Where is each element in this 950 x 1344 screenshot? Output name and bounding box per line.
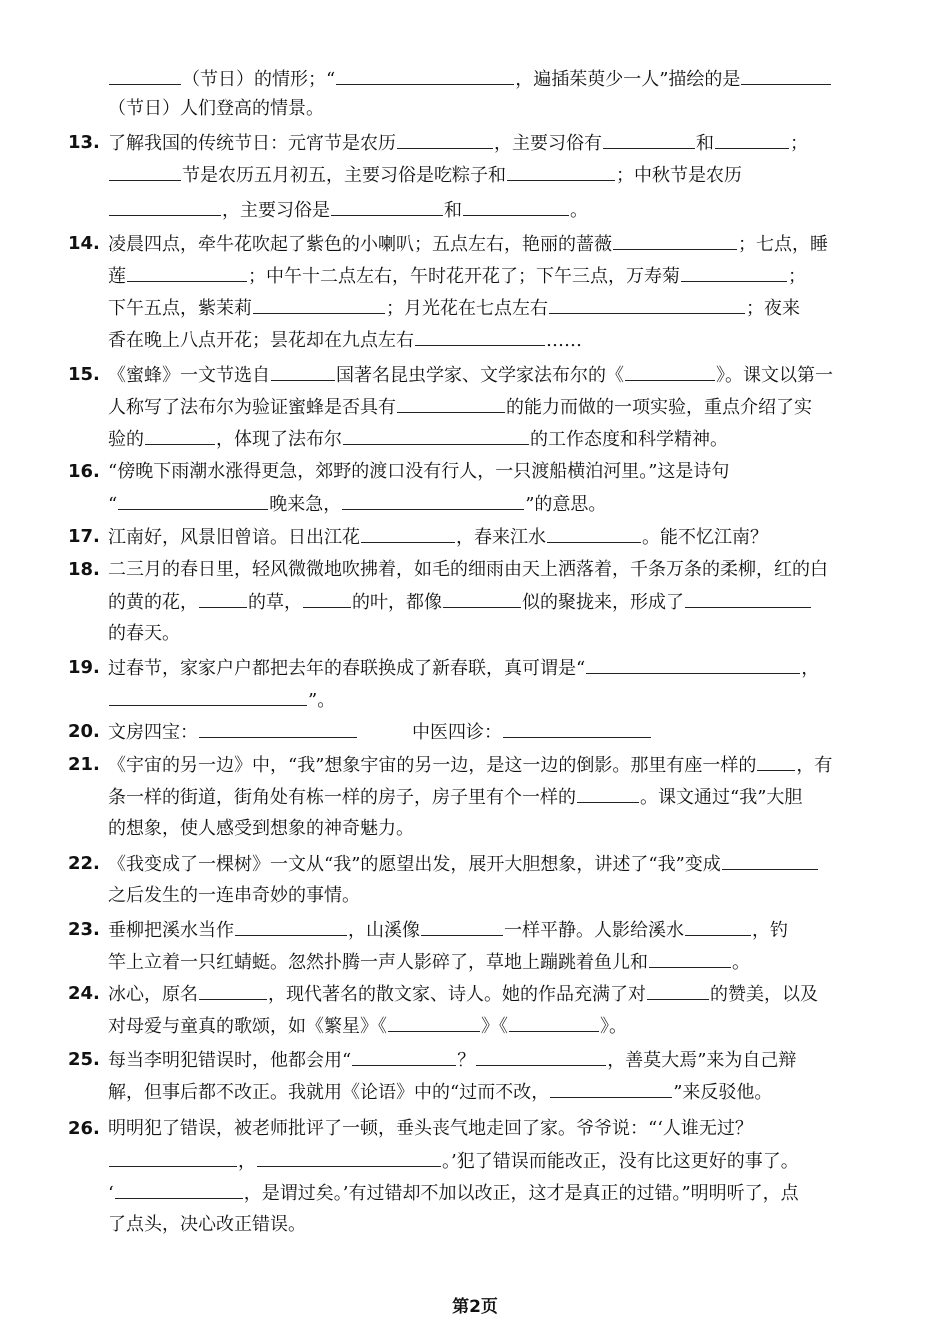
question-text: 》。 xyxy=(600,1016,627,1037)
answer-blank[interactable] xyxy=(235,917,347,936)
answer-blank[interactable] xyxy=(647,981,709,1000)
question-text-line xyxy=(108,1047,848,1073)
question-text: 香在晚上八点开花；昙花却在九点左右 xyxy=(108,330,414,351)
question-text: ；中午十二点左右，午时花开花了；下午三点，万寿菊 xyxy=(248,266,680,287)
question-text-line xyxy=(108,981,848,1007)
answer-blank[interactable] xyxy=(586,655,800,674)
question-text: ；七点，睡 xyxy=(738,234,828,255)
question-text: ，有 xyxy=(796,755,833,776)
answer-blank[interactable] xyxy=(613,231,737,250)
question-text: ？ xyxy=(457,1050,476,1071)
question-text: ，主要习俗是 xyxy=(222,200,330,221)
question-text: ，山溪像 xyxy=(348,920,420,941)
question-text: ；中秋节是农历 xyxy=(616,165,742,186)
question-text: 《蜜蜂》一文节选自 xyxy=(108,365,270,386)
question-text: ，春来江水 xyxy=(456,527,546,548)
question-number: 14. xyxy=(68,233,100,254)
question-text-line xyxy=(108,589,848,615)
question-text: 《我变成了一棵树》一文从“我”的愿望出发，展开大胆想象，讲述了“我”变成 xyxy=(108,854,721,875)
answer-blank[interactable] xyxy=(145,426,215,445)
question-number: 20. xyxy=(68,721,100,742)
question-text-line xyxy=(108,524,848,550)
answer-blank[interactable] xyxy=(757,752,795,771)
answer-blank[interactable] xyxy=(342,491,524,510)
question-number: 18. xyxy=(68,559,100,580)
answer-blank[interactable] xyxy=(397,130,493,149)
question-text: 了解我国的传统节日：元宵节是农历 xyxy=(108,133,396,154)
question-text-line xyxy=(108,621,848,647)
question-text: 对母爱与童真的歌颂，如《繁星》《 xyxy=(108,1016,387,1037)
question-text-line xyxy=(108,1180,848,1206)
answer-blank[interactable] xyxy=(199,719,357,738)
answer-blank[interactable] xyxy=(547,524,641,543)
question-text: 冰心，原名 xyxy=(108,984,198,1005)
answer-blank[interactable] xyxy=(507,162,615,181)
question-text-line xyxy=(108,96,848,122)
question-text: 凌晨四点，牵牛花吹起了紫色的小喇叭；五点左右，艳丽的蔷薇 xyxy=(108,234,612,255)
question-text: ， xyxy=(801,658,820,679)
question-text: 一样平静。人影给溪水 xyxy=(504,920,684,941)
question-text: 的工作态度和科学精神。 xyxy=(530,429,728,450)
question-text-line xyxy=(108,816,848,842)
question-text: 竿上立着一只红蜻蜓。忽然扑腾一声人影碎了，草地上蹦跳着鱼儿和 xyxy=(108,952,648,973)
answer-blank[interactable] xyxy=(509,1013,599,1032)
question-text: （节日）人们登高的情景。 xyxy=(108,98,324,119)
question-number: 13. xyxy=(68,132,100,153)
question-text: ，善莫大焉”来为自己辩 xyxy=(607,1050,797,1071)
question-text-line xyxy=(108,1079,848,1105)
question-text-line xyxy=(108,851,848,877)
question-text: ； xyxy=(788,266,806,287)
question-number: 22. xyxy=(68,853,100,874)
answer-blank[interactable] xyxy=(476,1047,606,1066)
answer-blank[interactable] xyxy=(503,719,651,738)
question-text: ，体现了法布尔 xyxy=(216,429,342,450)
answer-blank[interactable] xyxy=(109,162,181,181)
question-text-line xyxy=(108,197,848,223)
question-text-line xyxy=(108,1212,848,1238)
question-text: 二三月的春日里，轻风微微地吹拂着，如毛的细雨由天上洒落着，千条万条的柔柳，红的白 xyxy=(108,559,828,580)
question-text: 过春节，家家户户都把去年的春联换成了新春联，真可谓是“ xyxy=(108,658,586,679)
answer-blank[interactable] xyxy=(421,917,503,936)
question-text: 。 xyxy=(732,952,750,973)
question-text-line xyxy=(108,66,848,92)
answer-blank[interactable] xyxy=(550,1079,672,1098)
question-text: ，主要习俗有 xyxy=(494,133,602,154)
answer-blank[interactable] xyxy=(109,687,307,706)
question-text: 了点头，决心改正错误。 xyxy=(108,1214,306,1235)
question-text: ；月光花在七点左右 xyxy=(386,298,548,319)
question-text: 条一样的街道，街角处有栋一样的房子，房子里有个一样的 xyxy=(108,787,576,808)
question-number: 19. xyxy=(68,657,100,678)
question-text: 江南好，风景旧曾谙。日出江花 xyxy=(108,527,360,548)
question-text: 的草， xyxy=(248,592,302,613)
question-number: 24. xyxy=(68,983,100,1004)
question-text-line xyxy=(108,130,848,156)
question-text-line xyxy=(108,394,848,420)
answer-blank[interactable] xyxy=(199,981,267,1000)
question-text-line xyxy=(108,687,848,713)
answer-blank[interactable] xyxy=(681,263,787,282)
question-text: 人称写了法布尔为验证蜜蜂是否具有 xyxy=(108,397,396,418)
question-text-line xyxy=(108,949,848,975)
question-text: ”。 xyxy=(308,690,336,711)
question-text-line xyxy=(108,784,848,810)
answer-blank[interactable] xyxy=(271,362,335,381)
question-text-line xyxy=(108,459,848,485)
question-text: 的春天。 xyxy=(108,623,180,644)
question-text: 》《 xyxy=(481,1016,508,1037)
question-text: 和 xyxy=(696,133,714,154)
question-text-line xyxy=(108,752,848,778)
question-text: 节是农历五月初五，主要习俗是吃粽子和 xyxy=(182,165,506,186)
question-text: 的赞美，以及 xyxy=(710,984,818,1005)
question-number: 21. xyxy=(68,754,100,775)
answer-blank[interactable] xyxy=(715,130,789,149)
answer-blank[interactable] xyxy=(685,589,811,608)
question-text-line xyxy=(108,263,848,289)
answer-blank[interactable] xyxy=(303,589,351,608)
question-text: ，遍插茱萸少一人”描绘的是 xyxy=(515,69,741,90)
question-text-line xyxy=(108,162,848,188)
answer-blank[interactable] xyxy=(331,197,443,216)
question-number: 26. xyxy=(68,1118,100,1139)
question-text: ‘ xyxy=(108,1183,114,1204)
answer-blank[interactable] xyxy=(388,1013,480,1032)
answer-blank[interactable] xyxy=(463,197,569,216)
answer-blank[interactable] xyxy=(352,1047,456,1066)
answer-blank[interactable] xyxy=(577,784,639,803)
question-text-line xyxy=(108,362,848,388)
question-text: 验的 xyxy=(108,429,144,450)
question-text: 的能力而做的一项实验，重点介绍了实 xyxy=(506,397,812,418)
answer-blank[interactable] xyxy=(649,949,731,968)
question-text: 中医四诊： xyxy=(358,722,502,743)
question-text: 似的聚拢来，形成了 xyxy=(522,592,684,613)
answer-blank[interactable] xyxy=(625,362,715,381)
question-text: 下午五点，紫茉莉 xyxy=(108,298,252,319)
question-text: 和 xyxy=(444,200,462,221)
question-text: ，钓 xyxy=(752,920,788,941)
answer-blank[interactable] xyxy=(257,1148,441,1167)
answer-blank[interactable] xyxy=(336,66,514,85)
question-text: 。’犯了错误而能改正，没有比这更好的事了。 xyxy=(442,1151,799,1172)
question-text: 。 xyxy=(570,200,588,221)
question-text-line xyxy=(108,1116,848,1142)
answer-blank[interactable] xyxy=(415,327,545,346)
question-text: ，是谓过矣。’有过错却不加以改正，这才是真正的过错。”明明听了，点 xyxy=(243,1183,799,1204)
question-text-line xyxy=(108,1148,848,1174)
question-text-line xyxy=(108,917,848,943)
question-text: “ xyxy=(108,494,118,515)
question-text: 莲 xyxy=(108,266,126,287)
question-text: 》。课文以第一 xyxy=(716,365,833,386)
question-text: 每当李明犯错误时，他都会用“ xyxy=(108,1050,352,1071)
question-text: 之后发生的一连串奇妙的事情。 xyxy=(108,885,360,906)
question-text: ”的意思。 xyxy=(525,494,607,515)
answer-blank[interactable] xyxy=(722,851,818,870)
question-text-line xyxy=(108,231,848,257)
question-text: ； xyxy=(790,133,808,154)
question-text: 。能不忆江南？ xyxy=(642,527,768,548)
question-text: 的想象，使人感受到想象的神奇魅力。 xyxy=(108,818,414,839)
question-text-line xyxy=(108,655,848,681)
answer-blank[interactable] xyxy=(109,66,181,85)
question-text: 垂柳把溪水当作 xyxy=(108,920,234,941)
answer-blank[interactable] xyxy=(118,491,268,510)
answer-blank[interactable] xyxy=(397,394,505,413)
answer-blank[interactable] xyxy=(685,917,751,936)
question-text: 的黄的花， xyxy=(108,592,198,613)
answer-blank[interactable] xyxy=(115,1180,243,1199)
question-text-line xyxy=(108,295,848,321)
question-number: 15. xyxy=(68,364,100,385)
question-text: ”来反驳他。 xyxy=(673,1082,773,1103)
question-text-line xyxy=(108,426,848,452)
question-text: 解，但事后都不改正。我就用《论语》中的“过而不改， xyxy=(108,1082,550,1103)
answer-blank[interactable] xyxy=(343,426,529,445)
question-text-line xyxy=(108,719,848,745)
question-text: “傍晚下雨潮水涨得更急，郊野的渡口没有行人，一只渡船横泊河里。”这是诗句 xyxy=(108,461,730,482)
question-text: 《宇宙的另一边》中，“我”想象宇宙的另一边，是这一边的倒影。那里有座一样的 xyxy=(108,755,757,776)
answer-blank[interactable] xyxy=(109,1148,237,1167)
question-text: （节日）的情形；“ xyxy=(182,69,336,90)
question-text-line xyxy=(108,491,848,517)
question-text: ， xyxy=(238,1151,256,1172)
question-text: ；夜来 xyxy=(746,298,800,319)
question-text: 。课文通过“我”大胆 xyxy=(640,787,803,808)
answer-blank[interactable] xyxy=(443,589,521,608)
question-number: 23. xyxy=(68,919,100,940)
question-text-line xyxy=(108,557,848,583)
question-text: 明明犯了错误，被老师批评了一顿，垂头丧气地走回了家。爷爷说：“‘人谁无过？ xyxy=(108,1118,753,1139)
question-text: 文房四宝： xyxy=(108,722,198,743)
answer-blank[interactable] xyxy=(199,589,247,608)
answer-blank[interactable] xyxy=(603,130,695,149)
answer-blank[interactable] xyxy=(127,263,247,282)
question-text: 的叶，都像 xyxy=(352,592,442,613)
answer-blank[interactable] xyxy=(549,295,745,314)
question-text-line xyxy=(108,883,848,909)
question-text: …… xyxy=(546,330,582,351)
question-text-line xyxy=(108,1013,848,1039)
question-text-line xyxy=(108,327,848,353)
answer-blank[interactable] xyxy=(253,295,385,314)
question-number: 25. xyxy=(68,1049,100,1070)
question-text: 晚来急， xyxy=(269,494,342,515)
question-text: 国著名昆虫学家、文学家法布尔的《 xyxy=(336,365,624,386)
page-number: 第2页 xyxy=(452,1297,498,1317)
question-number: 17. xyxy=(68,526,100,547)
answer-blank[interactable] xyxy=(741,66,831,85)
question-text: ，现代著名的散文家、诗人。她的作品充满了对 xyxy=(268,984,646,1005)
answer-blank[interactable] xyxy=(109,197,221,216)
question-number: 16. xyxy=(68,461,100,482)
answer-blank[interactable] xyxy=(361,524,455,543)
